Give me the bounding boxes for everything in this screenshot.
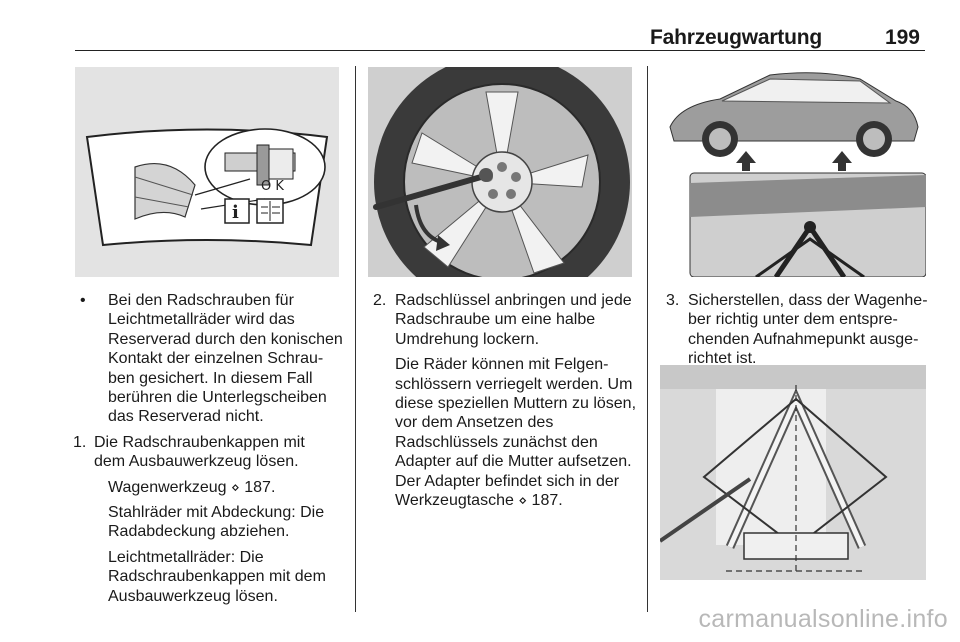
alloy-wheel-paragraph	[80, 548, 350, 606]
header-rule	[75, 50, 925, 51]
page-reference-link[interactable]: 187.	[531, 492, 563, 510]
column-divider-2	[647, 66, 648, 612]
page-section-title: Fahrzeugwartung	[649, 26, 822, 49]
paragraph-text: Wagenwerkzeug	[108, 478, 227, 496]
step-line: Umdrehung lockern.	[395, 330, 540, 348]
paragraph-line: Ausbauwerkzeug lösen.	[108, 587, 278, 605]
paragraph-line: Radschraubenkappen mit dem	[108, 568, 326, 586]
paragraph-line: Der Adapter befindet sich in der	[395, 472, 620, 490]
paragraph-line: schlössern verriegelt werden. Um	[395, 375, 633, 393]
step-number: 3.	[666, 292, 680, 309]
column-3-text	[666, 291, 928, 375]
watermark: carmanualsonline.info	[698, 605, 948, 633]
bullet-line: Leichtmetallräder wird das	[108, 311, 295, 329]
bullet-line: Bei den Radschrauben für	[108, 292, 294, 309]
paragraph-line: Radschlüssels zunächst den	[395, 433, 598, 451]
bullet-line: das Reserverad nicht.	[108, 408, 264, 426]
step-2	[373, 291, 645, 349]
paragraph-line: Leichtmetallräder: Die	[108, 548, 264, 566]
bullet-marker: •	[80, 292, 86, 309]
paragraph-line	[395, 491, 645, 510]
page-reference-icon: ⋄	[518, 492, 528, 509]
paragraph-line: Die Räder können mit Felgen-	[395, 356, 609, 374]
step-line: Sicherstellen, dass der Wagenhe-	[688, 292, 928, 309]
step-line: richtet ist.	[688, 350, 757, 368]
step-line: Radschlüssel anbringen und jede	[395, 292, 632, 309]
step-3	[666, 291, 928, 369]
locking-nut-paragraph	[373, 355, 645, 510]
bullet-line: Reserverad durch den konischen	[108, 330, 343, 348]
paragraph-line: Stahlräder mit Abdeckung: Die	[108, 504, 325, 522]
bullet-line: Kontakt der einzelnen Schrau-	[108, 350, 324, 368]
page-reference-link[interactable]: 187.	[244, 478, 276, 496]
scissor-jack-illustration	[660, 365, 926, 580]
step-line: chenden Aufnahmepunkt ausge-	[688, 330, 919, 348]
tool-reference-paragraph	[80, 478, 350, 497]
figure-scissor-jack-detail	[660, 365, 926, 580]
step-line: ber richtig unter dem entspre-	[688, 311, 898, 329]
step-number: 2.	[373, 292, 387, 309]
steel-wheel-paragraph	[80, 503, 350, 542]
bullet-item	[80, 291, 350, 427]
figure-car-jack-points	[660, 67, 926, 277]
figure-wheel-wrench	[368, 67, 632, 277]
bullet-line: berühren die Unterlegscheiben	[108, 389, 327, 407]
wheel-wrench-illustration	[368, 67, 632, 277]
paragraph-line: vor dem Ansetzen des	[395, 414, 554, 432]
step-line: Die Radschraubenkappen mit	[94, 433, 305, 451]
paragraph-line: Radabdeckung abziehen.	[108, 523, 290, 541]
figure-wheel-bolt-detail	[75, 67, 339, 277]
bullet-line: ben gesichert. In diesem Fall	[108, 369, 313, 387]
car-jack-illustration	[660, 67, 926, 277]
column-divider-1	[355, 66, 356, 612]
column-2-text	[373, 291, 645, 516]
info-icon-letter: i	[232, 202, 239, 223]
page-reference-icon: ⋄	[231, 478, 240, 495]
step-number: 1.	[73, 433, 87, 451]
step-line: dem Ausbauwerkzeug lösen.	[94, 453, 299, 471]
page-number: 199	[884, 26, 920, 49]
paragraph-line: diese speziellen Muttern zu lösen,	[395, 395, 637, 413]
wheel-bolt-illustration	[75, 67, 339, 277]
paragraph-text: Werkzeugtasche	[395, 492, 514, 510]
step-1	[73, 433, 350, 472]
column-1-text	[73, 291, 350, 612]
ok-label: O K	[261, 179, 284, 194]
step-line: Radschraube um eine halbe	[395, 311, 596, 329]
paragraph-line: Adapter auf die Mutter aufsetzen.	[395, 453, 632, 471]
